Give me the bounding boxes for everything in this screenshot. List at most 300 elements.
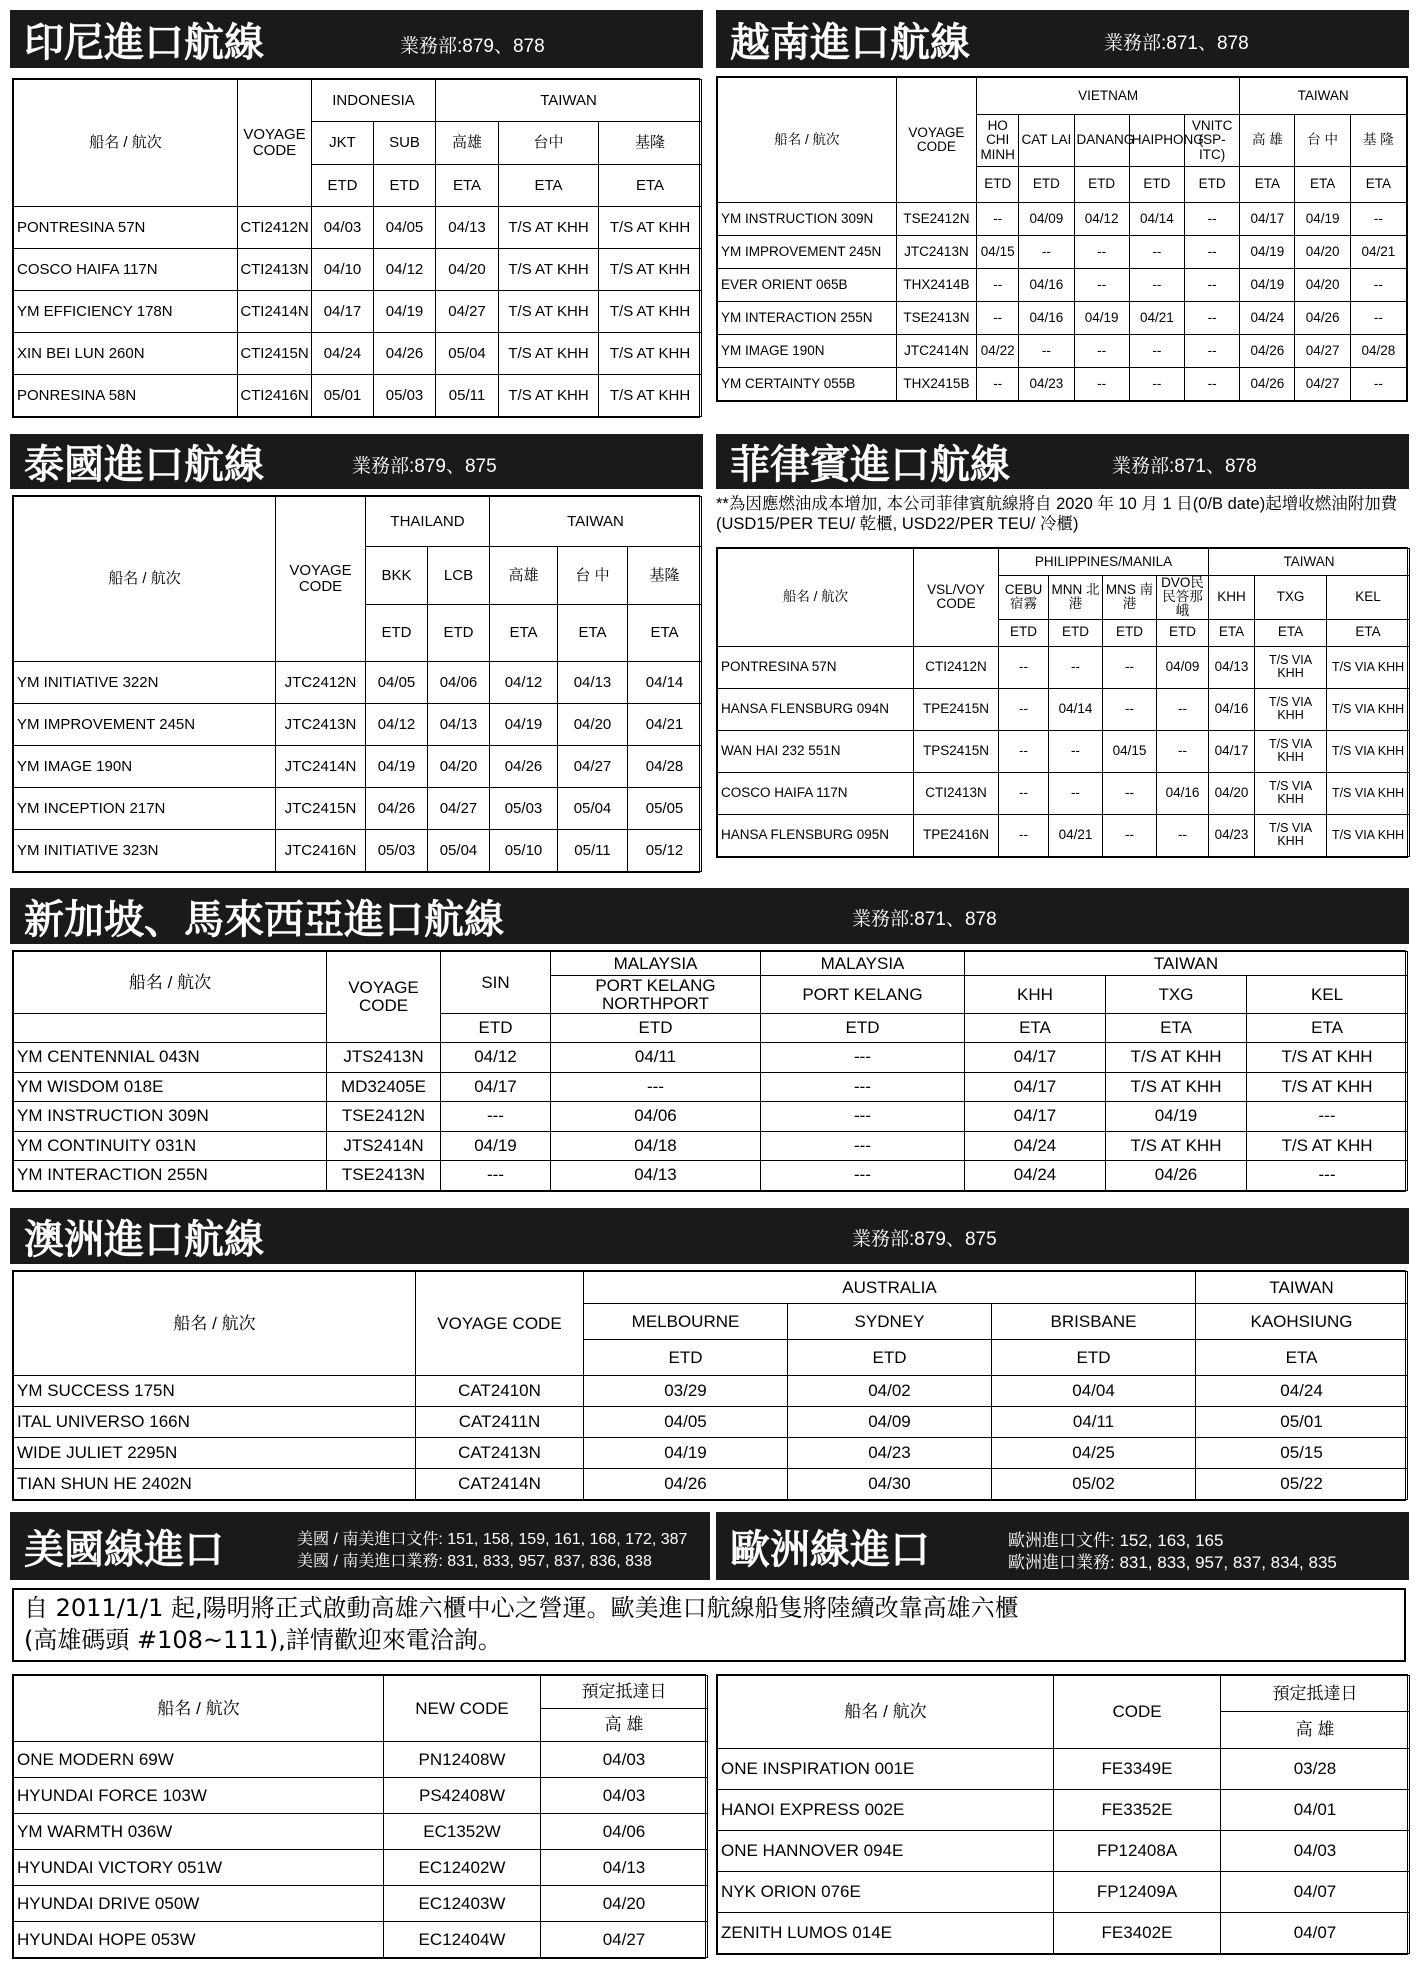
header-cell: MNS 南港 — [1103, 576, 1157, 620]
date-cell: 04/25 — [992, 1438, 1196, 1469]
header-cell: ETA — [1247, 1014, 1408, 1043]
header-cell: KEL — [1327, 576, 1410, 620]
table-row — [718, 646, 1410, 688]
vessel-cell: HYUNDAI HOPE 053W — [14, 1922, 384, 1958]
date-cell: -- — [977, 368, 1019, 401]
singapore-type-row — [14, 1014, 1408, 1043]
date-cell: T/S VIA KHH — [1255, 814, 1327, 856]
usa-doc: 美國 / 南美進口文件: 151, 158, 159, 161, 168, 172, 387 — [297, 1531, 688, 1548]
indonesia-h-voyage: VOYAGE CODE — [238, 80, 312, 207]
philippines-h-region2: TAIWAN — [1209, 549, 1410, 576]
date-cell: 04/12 — [366, 704, 428, 746]
vietnam-h-vessel: 船名 / 航次 — [718, 78, 897, 203]
europe-h-port: 高 雄 — [1221, 1712, 1410, 1749]
header-cell: DVO民 民答那峨 — [1157, 576, 1209, 620]
date-cell: -- — [999, 814, 1049, 856]
header-cell: ETD — [584, 1340, 788, 1376]
date-cell: 04/19 — [366, 746, 428, 788]
date-cell: -- — [1074, 335, 1129, 368]
date-cell: 04/20 — [1209, 772, 1255, 814]
date-cell: 04/28 — [628, 746, 702, 788]
date-cell: 05/01 — [1196, 1407, 1408, 1438]
table-row — [718, 203, 1407, 236]
philippines-title: 菲律賓進口航線 — [730, 442, 1010, 488]
table-row — [718, 1872, 1410, 1913]
date-cell: T/S VIA KHH — [1327, 772, 1410, 814]
vessel-cell: COSCO HAIFA 117N — [14, 249, 238, 291]
europe-biz: 歐洲進口業務: 831, 833, 957, 837, 834, 835 — [1008, 1553, 1337, 1572]
voyage-code-cell: PS42408W — [384, 1778, 541, 1814]
date-cell: 04/13 — [1209, 646, 1255, 688]
singapore-h-sin: SIN — [441, 952, 551, 1014]
date-cell: -- — [977, 302, 1019, 335]
date-cell: -- — [1049, 730, 1103, 772]
singapore-h-voyage: VOYAGE CODE — [327, 952, 441, 1043]
vessel-cell: YM IMPROVEMENT 245N — [718, 236, 897, 269]
header-cell: HAIPHONG — [1129, 115, 1184, 167]
date-cell: 04/09 — [1019, 203, 1074, 236]
header-cell: ETD — [992, 1340, 1196, 1376]
date-cell: --- — [761, 1131, 965, 1161]
vessel-cell: YM SUCCESS 175N — [14, 1376, 416, 1407]
philippines-body — [718, 646, 1410, 856]
voyage-code-cell: PN12408W — [384, 1742, 541, 1778]
usa-body — [14, 1742, 708, 1958]
date-cell: -- — [1184, 236, 1239, 269]
thailand-h-voyage: VOYAGE CODE — [276, 497, 366, 662]
table-row — [718, 1749, 1410, 1790]
date-cell: 04/26 — [584, 1469, 788, 1500]
date-cell: 04/23 — [788, 1438, 992, 1469]
table-row — [14, 830, 702, 872]
header-cell: ETD — [366, 605, 428, 662]
vessel-cell: EVER ORIENT 065B — [718, 269, 897, 302]
vessel-cell: PONTRESINA 57N — [718, 646, 914, 688]
date-cell: 04/24 — [965, 1131, 1106, 1161]
header-cell: ETD — [1184, 167, 1239, 203]
header-cell: ETA — [628, 605, 702, 662]
date-cell: 04/03 — [541, 1778, 708, 1814]
vessel-cell: YM IMAGE 190N — [718, 335, 897, 368]
header-cell: 高 雄 — [1240, 115, 1295, 167]
header-cell: JKT — [312, 122, 374, 165]
header-cell: ETD — [441, 1014, 551, 1043]
date-cell: 04/27 — [1295, 368, 1350, 401]
date-cell: -- — [1049, 646, 1103, 688]
voyage-code-cell: TSE2413N — [327, 1161, 441, 1191]
europe-title: 歐洲線進口 — [730, 1526, 930, 1573]
voyage-code-cell: TPE2416N — [914, 814, 999, 856]
thailand-table — [12, 495, 700, 873]
date-cell: T/S AT KHH — [499, 207, 599, 249]
vessel-cell: YM CONTINUITY 031N — [14, 1131, 327, 1161]
europe-h-vessel: 船名 / 航次 — [718, 1676, 1054, 1749]
header-cell: ETD — [977, 167, 1019, 203]
vessel-cell: WAN HAI 232 551N — [718, 730, 914, 772]
date-cell: 04/12 — [441, 1043, 551, 1073]
header-cell: MNN 北港 — [1049, 576, 1103, 620]
voyage-code-cell: TSE2413N — [896, 302, 976, 335]
date-cell: -- — [1129, 368, 1184, 401]
date-cell: 04/20 — [1295, 236, 1350, 269]
date-cell: 04/26 — [1240, 335, 1295, 368]
australia-h-vessel: 船名 / 航次 — [14, 1272, 416, 1376]
date-cell: 04/21 — [1129, 302, 1184, 335]
date-cell: 04/26 — [366, 788, 428, 830]
date-cell: 04/27 — [436, 291, 499, 333]
notice-line1: 自 2011/1/1 起,陽明將正式啟動高雄六櫃中心之營運。歐美進口航線船隻將陸續改靠高雄六櫃 — [24, 1594, 1019, 1622]
date-cell: T/S AT KHH — [1247, 1043, 1408, 1073]
date-cell: --- — [761, 1043, 965, 1073]
table-row — [14, 1438, 1408, 1469]
date-cell: --- — [441, 1102, 551, 1132]
thailand-h-region1: THAILAND — [366, 497, 490, 547]
header-cell: ETA — [1196, 1340, 1408, 1376]
date-cell: 04/19 — [1295, 203, 1350, 236]
table-row — [14, 1814, 708, 1850]
indonesia-dept: 業務部:879、878 — [400, 36, 545, 57]
voyage-code-cell: FE3402E — [1054, 1913, 1221, 1954]
vessel-cell: YM WISDOM 018E — [14, 1072, 327, 1102]
voyage-code-cell: TSE2412N — [327, 1102, 441, 1132]
header-cell: SYDNEY — [788, 1304, 992, 1340]
date-cell: -- — [1350, 302, 1406, 335]
date-cell: -- — [1350, 203, 1406, 236]
date-cell: T/S AT KHH — [599, 291, 702, 333]
philippines-h-vessel: 船名 / 航次 — [718, 549, 914, 647]
singapore-h-vessel: 船名 / 航次 — [14, 952, 327, 1014]
date-cell: -- — [1129, 335, 1184, 368]
vessel-cell: ONE INSPIRATION 001E — [718, 1749, 1054, 1790]
date-cell: 05/11 — [558, 830, 628, 872]
voyage-code-cell: CAT2410N — [416, 1376, 584, 1407]
vessel-cell: YM IMPROVEMENT 245N — [14, 704, 276, 746]
date-cell: 04/09 — [1157, 646, 1209, 688]
philippines-header — [716, 434, 1409, 489]
usa-h-arrival: 預定抵達日 — [541, 1676, 708, 1709]
date-cell: 04/19 — [1240, 236, 1295, 269]
table-row — [14, 746, 702, 788]
voyage-code-cell: CTI2412N — [238, 207, 312, 249]
indonesia-header — [10, 10, 703, 68]
date-cell: 04/01 — [1221, 1790, 1410, 1831]
vessel-cell: YM INTERACTION 255N — [718, 302, 897, 335]
vessel-cell: HYUNDAI DRIVE 050W — [14, 1886, 384, 1922]
table-row — [718, 814, 1410, 856]
usa-biz: 美國 / 南美進口業務: 831, 833, 957, 837, 836, 838 — [297, 1553, 652, 1570]
date-cell: T/S AT KHH — [1106, 1072, 1247, 1102]
table-row — [14, 1922, 708, 1958]
date-cell: 04/13 — [558, 662, 628, 704]
voyage-code-cell: FE3349E — [1054, 1749, 1221, 1790]
vessel-cell: YM EFFICIENCY 178N — [14, 291, 238, 333]
voyage-code-cell: TPE2415N — [914, 688, 999, 730]
voyage-code-cell: JTS2414N — [327, 1131, 441, 1161]
voyage-code-cell: JTS2413N — [327, 1043, 441, 1073]
date-cell: 04/26 — [1295, 302, 1350, 335]
date-cell: 05/03 — [366, 830, 428, 872]
date-cell: -- — [1157, 730, 1209, 772]
date-cell: -- — [1103, 814, 1157, 856]
table-row — [14, 207, 702, 249]
date-cell: 05/12 — [628, 830, 702, 872]
vessel-cell: NYK ORION 076E — [718, 1872, 1054, 1913]
indonesia-body — [14, 207, 702, 417]
header-cell: ETA — [436, 165, 499, 207]
date-cell: -- — [1103, 688, 1157, 730]
date-cell: 04/21 — [1049, 814, 1103, 856]
australia-h-region1: AUSTRALIA — [584, 1272, 1196, 1304]
singapore-header — [10, 888, 1409, 944]
date-cell: --- — [1247, 1161, 1408, 1191]
vessel-cell: ZENITH LUMOS 014E — [718, 1913, 1054, 1954]
date-cell: T/S AT KHH — [1106, 1043, 1247, 1073]
header-cell: BKK — [366, 547, 428, 605]
header-cell: ETD — [1103, 619, 1157, 646]
table-row — [14, 1469, 1408, 1500]
voyage-code-cell: EC12402W — [384, 1850, 541, 1886]
voyage-code-cell: EC12403W — [384, 1886, 541, 1922]
vessel-cell: HANSA FLENSBURG 094N — [718, 688, 914, 730]
voyage-code-cell: CTI2415N — [238, 333, 312, 375]
vessel-cell: HANOI EXPRESS 002E — [718, 1790, 1054, 1831]
header-cell: LCB — [428, 547, 490, 605]
date-cell: 04/16 — [1019, 269, 1074, 302]
voyage-code-cell: CTI2413N — [914, 772, 999, 814]
date-cell: 04/20 — [541, 1886, 708, 1922]
header-cell: TXG — [1255, 576, 1327, 620]
voyage-code-cell: JTC2413N — [896, 236, 976, 269]
date-cell: 04/13 — [436, 207, 499, 249]
voyage-code-cell: JTC2412N — [276, 662, 366, 704]
usa-header — [10, 1512, 710, 1580]
date-cell: 04/17 — [1209, 730, 1255, 772]
date-cell: 04/26 — [490, 746, 558, 788]
vessel-cell: TIAN SHUN HE 2402N — [14, 1469, 416, 1500]
header-cell: MELBOURNE — [584, 1304, 788, 1340]
date-cell: 04/30 — [788, 1469, 992, 1500]
header-cell: ETD — [761, 1014, 965, 1043]
table-row — [14, 662, 702, 704]
usa-table — [12, 1674, 706, 1959]
date-cell: 04/24 — [1240, 302, 1295, 335]
date-cell: --- — [761, 1072, 965, 1102]
table-row — [14, 1850, 708, 1886]
date-cell: 05/03 — [374, 375, 436, 417]
date-cell: 04/07 — [1221, 1913, 1410, 1954]
date-cell: --- — [761, 1161, 965, 1191]
date-cell: -- — [1184, 368, 1239, 401]
vietnam-h-voyage: VOYAGE CODE — [896, 78, 976, 203]
date-cell: -- — [1103, 646, 1157, 688]
europe-body — [718, 1749, 1410, 1954]
europe-h-arrival: 預定抵達日 — [1221, 1676, 1410, 1712]
date-cell: -- — [977, 203, 1019, 236]
voyage-code-cell: CAT2411N — [416, 1407, 584, 1438]
header-cell: 高雄 — [436, 122, 499, 165]
vessel-cell: HYUNDAI VICTORY 051W — [14, 1850, 384, 1886]
date-cell: 03/28 — [1221, 1749, 1410, 1790]
table-row — [718, 730, 1410, 772]
date-cell: 04/06 — [541, 1814, 708, 1850]
voyage-code-cell: EC1352W — [384, 1814, 541, 1850]
date-cell: T/S VIA KHH — [1327, 646, 1410, 688]
date-cell: 04/09 — [788, 1407, 992, 1438]
voyage-code-cell: FP12408A — [1054, 1831, 1221, 1872]
date-cell: 04/05 — [366, 662, 428, 704]
table-row — [718, 269, 1407, 302]
date-cell: -- — [999, 646, 1049, 688]
vietnam-h-region2: TAIWAN — [1240, 78, 1407, 115]
table-row — [718, 1913, 1410, 1954]
date-cell: 04/19 — [1240, 269, 1295, 302]
date-cell: T/S AT KHH — [599, 333, 702, 375]
date-cell: 04/16 — [1019, 302, 1074, 335]
date-cell: 05/22 — [1196, 1469, 1408, 1500]
vietnam-header — [716, 10, 1409, 68]
date-cell: 04/26 — [374, 333, 436, 375]
date-cell: 04/03 — [1221, 1831, 1410, 1872]
date-cell: 04/04 — [992, 1376, 1196, 1407]
date-cell: 04/23 — [1209, 814, 1255, 856]
vessel-cell: ONE HANNOVER 094E — [718, 1831, 1054, 1872]
date-cell: 05/04 — [428, 830, 490, 872]
vietnam-table — [716, 76, 1408, 402]
date-cell: 05/10 — [490, 830, 558, 872]
date-cell: 04/18 — [551, 1131, 761, 1161]
notice-box — [12, 1588, 1406, 1662]
date-cell: -- — [1350, 368, 1406, 401]
thailand-body — [14, 662, 702, 872]
header-cell: ETD — [788, 1340, 992, 1376]
table-row — [718, 302, 1407, 335]
date-cell: 04/19 — [374, 291, 436, 333]
header-cell: ETD — [312, 165, 374, 207]
date-cell: 05/01 — [312, 375, 374, 417]
date-cell: 05/05 — [628, 788, 702, 830]
voyage-code-cell: THX2414B — [896, 269, 976, 302]
header-cell: 基隆 — [599, 122, 702, 165]
table-row — [14, 333, 702, 375]
date-cell: 04/16 — [1157, 772, 1209, 814]
table-row — [14, 788, 702, 830]
date-cell: 04/14 — [628, 662, 702, 704]
date-cell: 05/02 — [992, 1469, 1196, 1500]
vessel-cell: YM WARMTH 036W — [14, 1814, 384, 1850]
header-cell: PORT KELANG NORTHPORT — [551, 976, 761, 1014]
date-cell: 04/20 — [558, 704, 628, 746]
date-cell: 04/14 — [1129, 203, 1184, 236]
table-row — [718, 1831, 1410, 1872]
date-cell: 04/06 — [428, 662, 490, 704]
notice-line2: (高雄碼頭 #108~111),詳情歡迎來電洽詢。 — [24, 1626, 502, 1654]
header-cell: ETA — [965, 1014, 1106, 1043]
date-cell: 04/27 — [1295, 335, 1350, 368]
date-cell: 04/27 — [558, 746, 628, 788]
singapore-title: 新加坡、馬來西亞進口航線 — [24, 896, 504, 943]
table-row — [14, 1886, 708, 1922]
australia-table — [12, 1270, 1406, 1501]
date-cell: 03/29 — [584, 1376, 788, 1407]
date-cell: 04/03 — [312, 207, 374, 249]
singapore-h-tw: TAIWAN — [965, 952, 1408, 976]
header-cell: BRISBANE — [992, 1304, 1196, 1340]
header-cell: ETA — [1350, 167, 1406, 203]
date-cell: 04/20 — [1295, 269, 1350, 302]
voyage-code-cell: MD32405E — [327, 1072, 441, 1102]
australia-dept: 業務部:879、875 — [852, 1229, 997, 1250]
date-cell: 04/17 — [965, 1072, 1106, 1102]
australia-body — [14, 1376, 1408, 1500]
date-cell: 04/26 — [1106, 1161, 1247, 1191]
date-cell: 04/17 — [965, 1043, 1106, 1073]
date-cell: 04/05 — [374, 207, 436, 249]
header-cell: ETA — [1240, 167, 1295, 203]
header-cell: TXG — [1106, 976, 1247, 1014]
vessel-cell: YM INITIATIVE 322N — [14, 662, 276, 704]
header-cell: ETA — [1295, 167, 1350, 203]
date-cell: -- — [1184, 203, 1239, 236]
date-cell: 04/19 — [490, 704, 558, 746]
date-cell: --- — [1247, 1102, 1408, 1132]
europe-h-code: CODE — [1054, 1676, 1221, 1749]
date-cell: -- — [1074, 269, 1129, 302]
usa-title: 美國線進口 — [24, 1526, 224, 1573]
indonesia-table — [12, 78, 700, 418]
thailand-h-region2: TAIWAN — [490, 497, 702, 547]
header-cell: ETA — [1327, 619, 1410, 646]
voyage-code-cell: TSE2412N — [896, 203, 976, 236]
date-cell: T/S AT KHH — [1247, 1072, 1408, 1102]
date-cell: 04/27 — [428, 788, 490, 830]
header-cell: KHH — [1209, 576, 1255, 620]
table-row — [718, 236, 1407, 269]
date-cell: 04/27 — [541, 1922, 708, 1958]
voyage-code-cell: JTC2413N — [276, 704, 366, 746]
table-row — [14, 1102, 1408, 1132]
date-cell: 04/21 — [1350, 236, 1406, 269]
vessel-cell: YM CENTENNIAL 043N — [14, 1043, 327, 1073]
table-row — [14, 375, 702, 417]
vessel-cell: PONTRESINA 57N — [14, 207, 238, 249]
voyage-code-cell: TPS2415N — [914, 730, 999, 772]
date-cell: -- — [1074, 368, 1129, 401]
date-cell: -- — [1129, 269, 1184, 302]
date-cell: T/S VIA KHH — [1327, 688, 1410, 730]
vietnam-body — [718, 203, 1407, 401]
vessel-cell: YM INTERACTION 255N — [14, 1161, 327, 1191]
header-cell: 基隆 — [628, 547, 702, 605]
table-row — [14, 1131, 1408, 1161]
date-cell: T/S VIA KHH — [1327, 730, 1410, 772]
vessel-cell: YM INSTRUCTION 309N — [718, 203, 897, 236]
usa-h-port: 高 雄 — [541, 1709, 708, 1742]
date-cell: 04/12 — [1074, 203, 1129, 236]
header-cell: ETD — [428, 605, 490, 662]
date-cell: T/S AT KHH — [499, 333, 599, 375]
philippines-h-region1: PHILIPPINES/MANILA — [999, 549, 1209, 576]
table-row — [14, 1161, 1408, 1191]
table-row — [14, 1043, 1408, 1073]
date-cell: T/S AT KHH — [499, 375, 599, 417]
europe-header — [716, 1512, 1409, 1580]
vessel-cell: YM CERTAINTY 055B — [718, 368, 897, 401]
date-cell: --- — [761, 1102, 965, 1132]
header-cell: PORT KELANG — [761, 976, 965, 1014]
date-cell: T/S AT KHH — [499, 249, 599, 291]
date-cell: -- — [999, 688, 1049, 730]
date-cell: -- — [1129, 236, 1184, 269]
